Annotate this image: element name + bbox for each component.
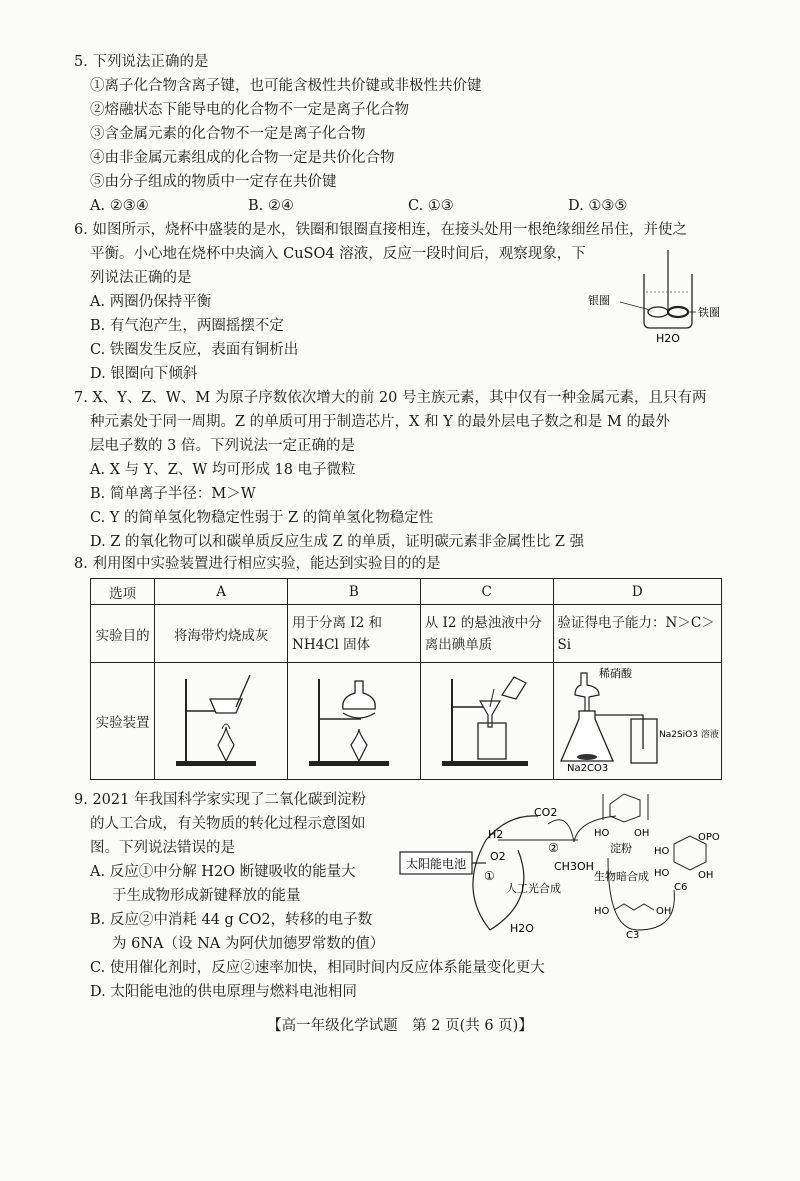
- q8-experiment-table: [90, 578, 722, 780]
- q9-stem-line3: 图。下列说法错误的是: [90, 840, 235, 856]
- c6-phosphate-structure-icon: [654, 832, 720, 881]
- crucible-on-stand-icon: [166, 667, 276, 771]
- q9-option-c[interactable]: C. 使用催化剂时，反应②速率加快，相同时间内反应体系能量变化更大: [90, 960, 545, 976]
- methanol-label: CH3OH: [554, 860, 594, 873]
- q5-statement-5: ⑤由分子组成的物质中一定存在共价键: [90, 174, 337, 190]
- q9-stem-line1: 9. 2021 年我国科学家实现了二氧化碳到淀粉: [74, 792, 366, 808]
- o2-label: O2: [490, 850, 506, 863]
- q9-option-b-cont: 为 6NA（设 NA 为阿伏加德罗常数的值）: [112, 936, 385, 952]
- q7-stem-line2: 种元素处于同一周期。Z 的单质可用于制造芯片，X 和 Y 的最外层电子数之和是 M 的最外: [90, 414, 670, 430]
- q7-option-a[interactable]: A. X 与 Y、Z、W 均可形成 18 电子微粒: [90, 462, 356, 478]
- q6-option-d[interactable]: D. 银圈向下倾斜: [90, 366, 198, 382]
- table-header-cell: A: [155, 579, 288, 605]
- sodium-carbonate-label: Na2CO3: [567, 763, 609, 774]
- table-header-cell: C: [420, 579, 553, 605]
- table-header-cell: 选项: [91, 579, 155, 605]
- q8-stem: 8. 利用图中实验装置进行相应实验，能达到实验目的的是: [74, 556, 441, 572]
- h2-label: H2: [488, 828, 504, 841]
- q7-option-b[interactable]: B. 简单离子半径：M＞W: [90, 486, 256, 502]
- flask-sublimation-icon: [299, 667, 409, 771]
- silver-ring-label: 银圈: [588, 294, 610, 307]
- device-b-cell: [288, 663, 421, 780]
- q7-option-c[interactable]: C. Y 的简单氢化物稳定性弱于 Z 的简单氢化物稳定性: [90, 510, 434, 526]
- water-product-label: H2O: [510, 922, 534, 935]
- dilute-nitric-acid-label: 稀硝酸: [599, 667, 633, 680]
- purpose-row-label: 实验目的: [91, 605, 155, 663]
- q5-statement-4: ④由非金属元素组成的化合物一定是共价化合物: [90, 150, 395, 166]
- purpose-d: 验证得电子能力：N＞C＞Si: [553, 605, 721, 663]
- svg-text:OH: OH: [656, 906, 672, 917]
- svg-text:OH: OH: [698, 870, 714, 881]
- q6-stem-line2: 平衡。小心地在烧杯中央滴入 CuSO4 溶液，反应一段时间后，观察现象，下: [90, 246, 586, 262]
- q9-option-d[interactable]: D. 太阳能电池的供电原理与燃料电池相同: [90, 984, 357, 1000]
- svg-text:OPO: OPO: [698, 832, 720, 843]
- svg-text:HO: HO: [594, 828, 610, 839]
- iron-ring-label: 铁圈: [698, 306, 720, 319]
- table-header-cell: B: [288, 579, 421, 605]
- svg-text:HO: HO: [594, 906, 610, 917]
- svg-text:HO: HO: [654, 846, 670, 857]
- svg-text:OH: OH: [634, 828, 650, 839]
- q7-option-d[interactable]: D. Z 的氧化物可以和碳单质反应生成 Z 的单质，证明碳元素非金属性比 Z 强: [90, 534, 585, 550]
- step1-label: ①: [484, 869, 495, 883]
- q9-option-b[interactable]: B. 反应②中消耗 44 g CO2，转移的电子数: [90, 912, 373, 928]
- q9-stem-line2: 的人工合成，有关物质的转化过程示意图如: [90, 816, 366, 832]
- svg-text:HO: HO: [654, 868, 670, 879]
- c3-structure-icon: [594, 904, 671, 917]
- purpose-c: 从 I2 的悬浊液中分离出碘单质: [420, 605, 553, 663]
- c3-label: C3: [626, 930, 640, 941]
- artificial-photosynthesis-label: 人工光合成: [506, 882, 561, 895]
- water-label: H2O: [656, 332, 680, 345]
- q5-statement-2: ②熔融状态下能导电的化合物不一定是离子化合物: [90, 102, 409, 118]
- q5-statement-1: ①离子化合物含离子键，也可能含极性共价键或非极性共价键: [90, 78, 482, 94]
- purpose-b: 用于分离 I2 和 NH4Cl 固体: [288, 605, 421, 663]
- sodium-silicate-label: Na2SiO3 溶液: [659, 730, 720, 740]
- q6-option-a[interactable]: A. 两圈仍保持平衡: [90, 294, 212, 310]
- q6-stem-line1: 6. 如图所示，烧杯中盛装的是水，铁圈和银圈直接相连，在接头处用一根绝缘细丝吊住，并使之: [74, 222, 687, 238]
- filtration-icon: [432, 667, 542, 771]
- bio-dark-synthesis-label: 生物暗合成: [594, 870, 649, 883]
- q6-option-b[interactable]: B. 有气泡产生，两圈摇摆不定: [90, 318, 284, 334]
- q5-option-d[interactable]: D. ①③⑤: [568, 198, 628, 214]
- q7-stem-line3: 层电子数的 3 倍。下列说法一定正确的是: [90, 438, 355, 454]
- device-a-cell: [155, 663, 288, 780]
- q7-stem-line1: 7. X、Y、Z、W、M 为原子序数依次增大的前 20 号主族元素，其中仅有一种金属元素，且只有两: [74, 390, 707, 406]
- purpose-a: 将海带灼烧成灰: [155, 605, 288, 663]
- q6-option-c[interactable]: C. 铁圈发生反应，表面有铜析出: [90, 342, 299, 358]
- solar-cell-label: 太阳能电池: [405, 857, 467, 871]
- device-row-label: 实验装置: [91, 663, 155, 780]
- table-header-cell: D: [553, 579, 721, 605]
- starch-synthesis-diagram: [398, 780, 738, 948]
- co2-label: CO2: [534, 806, 558, 819]
- starch-label: 淀粉: [610, 842, 632, 855]
- c6-label: C6: [674, 882, 688, 893]
- page-footer: 【高一年级化学试题 第 2 页(共 6 页)】: [267, 1018, 533, 1034]
- device-c-cell: [420, 663, 553, 780]
- q5-option-a[interactable]: A. ②③④: [90, 198, 149, 214]
- device-d-cell: [553, 663, 721, 780]
- q5-stem: 5. 下列说法正确的是: [74, 54, 209, 70]
- starch-structure-icon: [594, 794, 649, 839]
- q5-option-c[interactable]: C. ①③: [408, 198, 454, 214]
- beaker-rings-figure: [588, 248, 730, 345]
- acid-carbonate-silicate-icon: [559, 665, 720, 774]
- q5-statement-3: ③含金属元素的化合物不一定是离子化合物: [90, 126, 366, 142]
- q9-option-a-cont: 于生成物形成新键释放的能量: [112, 888, 301, 904]
- step2-label: ②: [548, 841, 559, 855]
- q5-option-b[interactable]: B. ②④: [248, 198, 294, 214]
- q6-stem-line3: 列说法正确的是: [90, 270, 192, 286]
- q9-option-a[interactable]: A. 反应①中分解 H2O 断键吸收的能量大: [90, 864, 356, 880]
